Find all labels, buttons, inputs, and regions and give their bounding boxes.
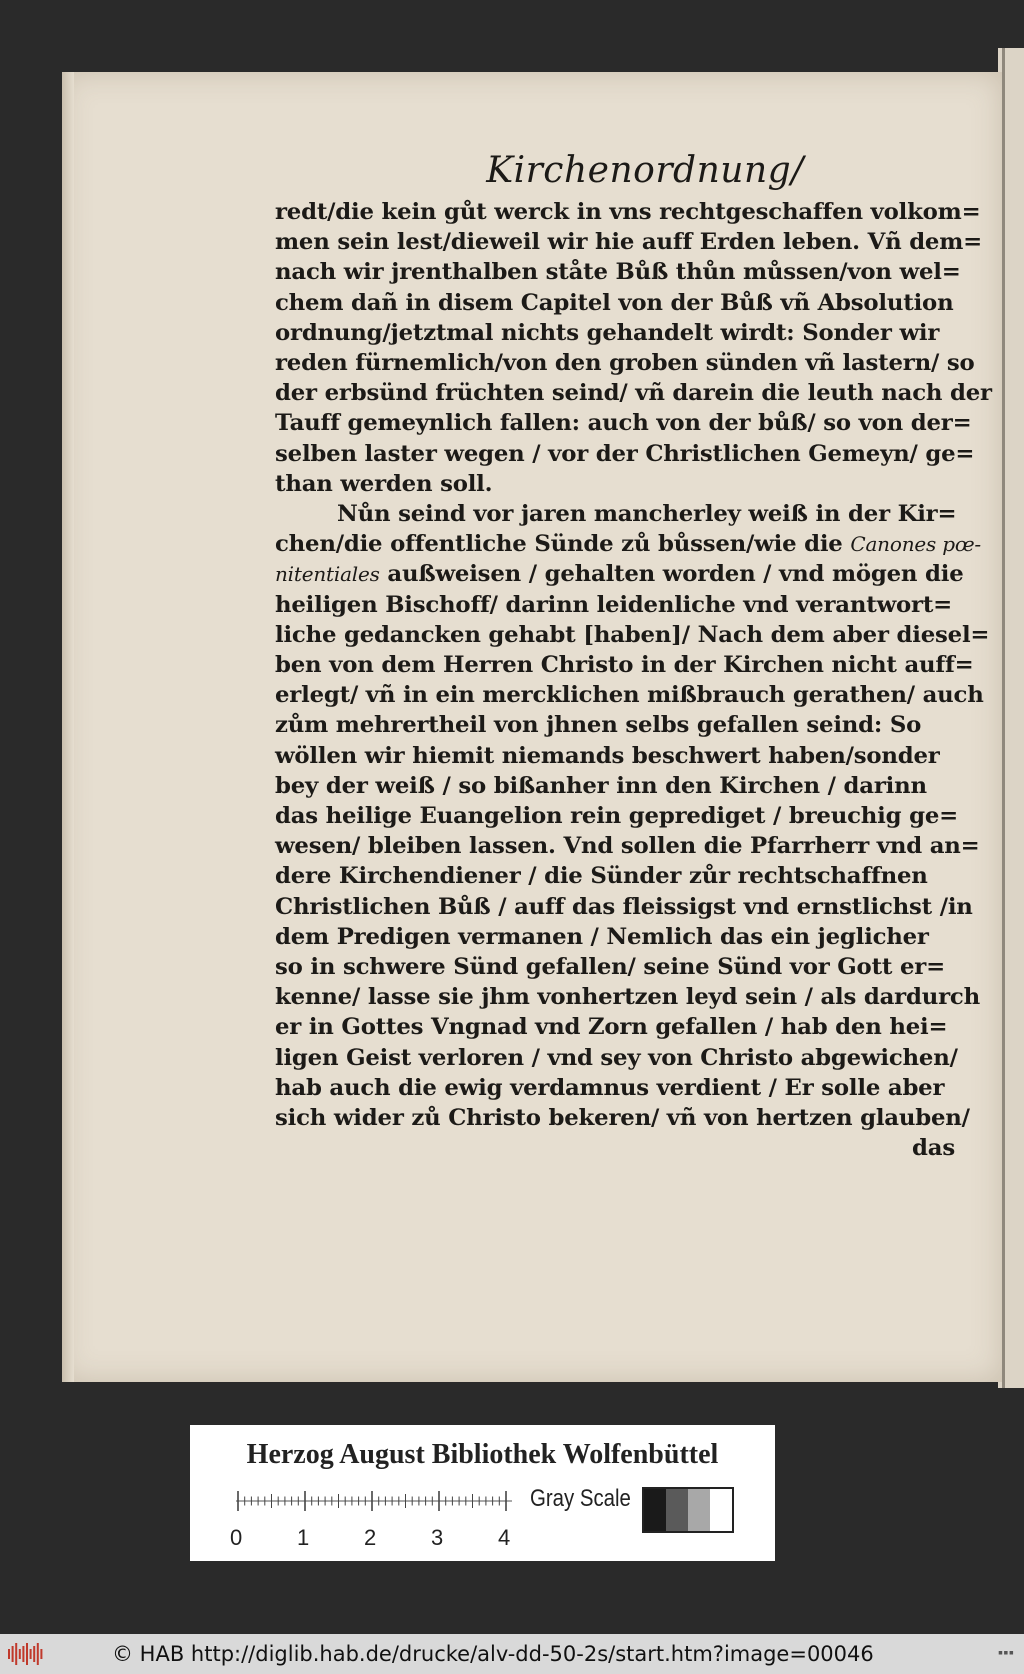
text-line — [275, 982, 980, 1012]
line-text: heiligen Bischoff/ darinn leidenliche vnd verantwort= — [275, 591, 953, 618]
library-name: Herzog August Bibliothek Wolfenbüttel — [246, 1439, 719, 1470]
text-line — [275, 590, 955, 620]
line-text: Christlichen Bůß / auff das fleissigst vnd ernstlichst /in — [275, 893, 973, 920]
line-text: erlegt/ vñ in ein mercklichen mißbrauch gerathen/ auch — [275, 682, 984, 709]
logo-bar — [33, 1646, 35, 1662]
gray-swatch — [710, 1489, 732, 1531]
line-text: kenne/ lasse sie jhm vonhertzen leyd sein / als dardurch — [275, 984, 980, 1011]
ruler-number: 2 — [364, 1525, 377, 1550]
footer-mark: ▪▪▪ — [997, 1648, 1014, 1658]
text-line — [275, 559, 964, 589]
line-text: er in Gottes Vngnad vnd Zorn gefallen / hab den hei= — [275, 1014, 948, 1041]
ruler-number: 1 — [297, 1525, 310, 1550]
gray-swatch — [688, 1489, 710, 1531]
text-line — [275, 348, 975, 378]
line-text: ben von dem Herren Christo in der Kirchen nicht auff= — [275, 652, 974, 679]
ruler-number: 4 — [498, 1525, 511, 1550]
line-text: reden fürnemlich/von den groben sünden vñ lastern/ so — [275, 350, 975, 377]
logo-bar — [26, 1643, 28, 1665]
text-line — [275, 529, 981, 559]
line-text: bey der weiß / so bißanher inn den Kirchen / darinn — [275, 772, 927, 799]
line-text: so in schwere Sünd gefallen/ seine Sünd vor Gott er= — [275, 954, 945, 981]
line-text: außweisen / gehalten worden / vnd mögen die — [379, 561, 964, 588]
ruler-number: 3 — [431, 1525, 444, 1550]
page-text-block — [275, 150, 992, 1164]
text-line — [275, 650, 974, 680]
text-line — [275, 1073, 955, 1103]
text-line — [275, 741, 955, 771]
logo-bar — [15, 1643, 17, 1665]
gray-swatch — [666, 1489, 688, 1531]
line-text: chen/die offentliche Sünde zů bůssen/wie die — [275, 531, 851, 558]
latin-term: Canones pœ- — [850, 532, 981, 557]
gray-swatch — [644, 1489, 666, 1531]
text-line — [275, 620, 990, 650]
text-line — [275, 801, 959, 831]
text-line — [275, 257, 961, 287]
text-line — [275, 952, 955, 982]
text-line — [275, 831, 980, 861]
hab-logo-icon — [6, 1640, 46, 1668]
line-text: men sein lest/dieweil wir hie auff Erden leben. Vñ dem= — [275, 229, 983, 256]
text-line — [275, 861, 955, 891]
logo-bar — [19, 1649, 21, 1659]
color-calibration-card — [190, 1425, 775, 1561]
viewer-footer — [0, 1634, 1024, 1674]
text-line — [275, 710, 955, 740]
text-line — [275, 378, 992, 408]
logo-bar — [37, 1643, 39, 1665]
text-lines — [275, 197, 992, 1133]
text-line — [275, 288, 955, 318]
line-text: wesen/ bleiben lassen. Vnd sollen die Pfarrherr vnd an= — [275, 833, 980, 860]
line-text: dere Kirchendiener / die Sünder zůr rechtschaffnen — [275, 863, 928, 890]
line-text: Tauff gemeynlich fallen: auch von der bůß/ so von der= — [275, 410, 972, 437]
logo-bar — [40, 1649, 42, 1659]
copyright-url[interactable]: © HAB http://diglib.hab.de/drucke/alv-dd-50-2s/start.htm?image=00046 — [112, 1642, 874, 1666]
text-line — [275, 197, 981, 227]
logo-bar — [12, 1646, 14, 1662]
line-text: selben laster wegen / vor der Christlichen Gemeyn/ ge= — [275, 440, 975, 467]
line-text: dem Predigen vermanen / Nemlich das ein jeglicher — [275, 923, 929, 950]
text-line — [275, 439, 975, 469]
text-line — [275, 1103, 970, 1133]
gray-scale-label: Gray Scale — [530, 1485, 631, 1512]
latin-term: nitentiales — [275, 562, 380, 587]
text-line — [275, 892, 973, 922]
text-line — [275, 499, 955, 529]
logo-bar — [30, 1649, 32, 1659]
line-text: than werden soll. — [275, 470, 493, 497]
text-line — [275, 1012, 955, 1042]
text-line — [275, 227, 983, 257]
text-line — [275, 922, 955, 952]
line-text: Nůn seind vor jaren mancherley weiß in der Kir= — [337, 501, 957, 528]
text-line — [275, 1043, 958, 1073]
text-line — [275, 469, 955, 499]
line-text: ordnung/jetztmal nichts gehandelt wirdt: Sonder wir — [275, 319, 940, 346]
page-fold-line — [1002, 48, 1005, 1388]
text-line — [275, 771, 955, 801]
logo-bar — [8, 1649, 10, 1659]
text-line — [275, 408, 972, 438]
measurement-ruler — [236, 1481, 512, 1521]
catchword: das — [912, 1135, 955, 1162]
gray-scale-swatches — [642, 1487, 734, 1533]
ruler-number: 0 — [230, 1525, 243, 1550]
line-text: der erbsünd früchten seind/ vñ darein die leuth nach der — [275, 380, 992, 407]
line-text: hab auch die ewig verdamnus verdient / Er solle aber — [275, 1074, 945, 1101]
line-text: ligen Geist verloren / vnd sey von Christo abgewichen/ — [275, 1044, 958, 1071]
logo-bar — [22, 1646, 24, 1662]
line-text: sich wider zů Christo bekeren/ vñ von hertzen glauben/ — [275, 1105, 970, 1132]
line-text: zům mehrertheil von jhnen selbs gefallen seind: So — [275, 712, 922, 739]
line-text: nach wir jrenthalben ståte Bůß thůn můssen/von wel= — [275, 259, 961, 286]
line-text: liche gedancken gehabt [haben]/ Nach dem aber diesel= — [275, 621, 990, 648]
text-line — [275, 318, 955, 348]
line-text: wöllen wir hiemit niemands beschwert haben/sonder — [275, 742, 940, 769]
running-head: Kirchenordnung/ — [486, 150, 804, 191]
line-text: chem dañ in disem Capitel von der Bůß vñ Absolution — [275, 289, 954, 316]
text-line — [275, 680, 984, 710]
line-text: das heilige Euangelion rein geprediget / breuchig ge= — [275, 803, 959, 830]
line-text: redt/die kein gůt werck in vns rechtgeschaffen volkom= — [275, 199, 981, 225]
page-edge-shadow — [62, 72, 74, 1382]
